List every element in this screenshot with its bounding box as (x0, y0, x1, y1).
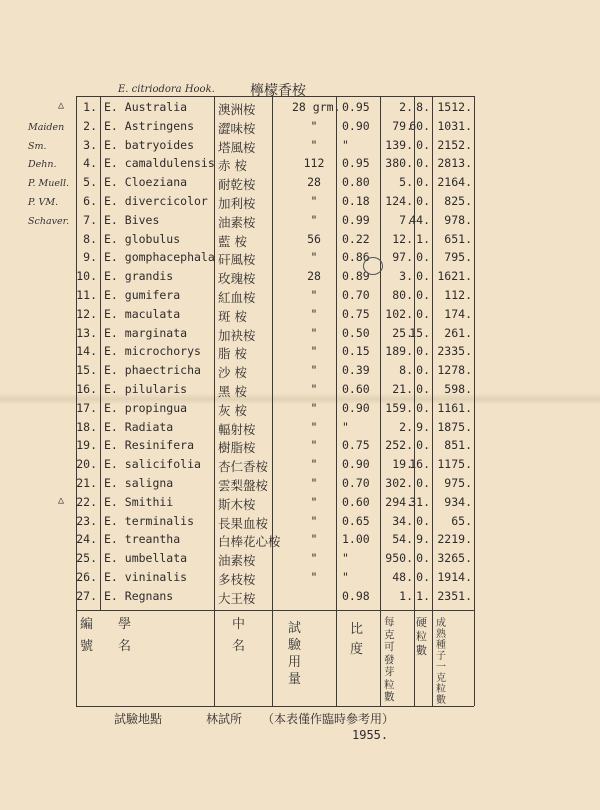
row-germination-count: 252. (385, 438, 413, 453)
row-germination-count: 3. (399, 269, 413, 284)
row-hard-seed-count: 0. (416, 570, 430, 584)
row-latin-name: E. Astringens (104, 118, 195, 133)
row-test-amount: " (310, 306, 318, 321)
row-hard-seed-count: 0. (416, 438, 430, 453)
row-density: 0.75 (342, 438, 370, 453)
row-germination-count: 124. (385, 194, 413, 208)
row-seeds-per-gram: 2164. (437, 175, 472, 190)
row-seeds-per-gram: 851. (444, 438, 472, 453)
row-density: 0.15 (342, 344, 370, 359)
row-author: Schaver. (28, 215, 70, 227)
row-chinese-name: 雲梨盤桉 (218, 478, 269, 493)
row-hard-seed-count: 0. (416, 137, 430, 152)
row-germination-count: 5. (399, 175, 413, 190)
row-density: 0.95 (342, 100, 370, 114)
row-latin-name: E. camaldulensis (104, 156, 215, 171)
row-hard-seed-count: 0. (416, 288, 430, 302)
row-density: 0.99 (342, 212, 370, 227)
row-latin-name: E. batryoides (104, 137, 195, 152)
row-number: 2. (83, 118, 97, 133)
heading-chinese: 檸檬香桉 (250, 83, 306, 99)
row-hard-seed-count: 0. (416, 306, 430, 321)
row-seeds-per-gram: 3265. (437, 551, 472, 566)
row-density: 0.22 (342, 231, 370, 246)
row-number: 20. (76, 457, 97, 472)
row-number: 15. (76, 363, 97, 378)
row-latin-name: E. gomphacephala (104, 250, 215, 265)
row-hard-seed-count: 0. (416, 194, 430, 208)
row-hard-seed-count: 9. (416, 532, 430, 547)
row-seeds-per-gram: 978. (444, 212, 472, 227)
row-chinese-name: 油素桉 (218, 553, 256, 569)
row-latin-name: E. Bives (104, 212, 160, 227)
row-latin-name: E. Resinifera (104, 438, 195, 453)
column-header-chinese: 中名 (232, 617, 246, 654)
row-test-amount: " (310, 118, 318, 133)
row-test-amount: 28 (307, 175, 321, 190)
row-chinese-name: 白棒花心桉 (218, 534, 281, 550)
row-chinese-name: 耐乾桉 (218, 177, 256, 193)
row-number: 21. (76, 476, 97, 490)
row-density: 0.18 (342, 194, 370, 208)
row-latin-name: E. treantha (104, 532, 181, 547)
row-density: 0.60 (342, 382, 370, 396)
row-chinese-name: 藍 桉 (218, 233, 247, 249)
row-hard-seed-count: 0. (416, 269, 430, 284)
column-header-grams: 試驗用量 (288, 621, 302, 687)
row-seeds-per-gram: 934. (444, 494, 472, 509)
row-chinese-name: 杏仁香桉 (218, 459, 269, 475)
row-latin-name: E. globulus (104, 231, 181, 246)
row-germination-count: 159. (385, 400, 413, 415)
institute-name: 林試所 (206, 712, 243, 726)
row-germination-count: 97. (392, 250, 413, 265)
row-test-amount: " (310, 194, 318, 208)
row-number: 16. (76, 382, 97, 396)
row-number: 19. (76, 438, 97, 453)
row-test-amount: 112 (303, 156, 325, 171)
row-seeds-per-gram: 261. (444, 325, 472, 340)
row-density: " (342, 419, 349, 434)
row-seeds-per-gram: 651. (444, 231, 472, 246)
row-test-amount: " (310, 532, 318, 547)
row-number: 23. (76, 513, 97, 528)
row-hard-seed-count: 0. (416, 513, 430, 528)
row-chinese-name: 加袂桉 (218, 327, 256, 343)
row-hard-seed-count: 9. (416, 419, 430, 434)
row-seeds-per-gram: 1031. (437, 118, 472, 133)
row-number: 3. (83, 137, 97, 152)
column-header-latin: 學名 (118, 617, 132, 654)
row-latin-name: E. propingua (104, 400, 188, 415)
row-latin-name: E. divercicolor (104, 194, 208, 208)
row-test-amount: " (310, 551, 318, 566)
row-seeds-per-gram: 975. (444, 476, 472, 490)
row-latin-name: E. saligna (104, 476, 174, 490)
row-seeds-per-gram: 1914. (437, 570, 472, 584)
row-latin-name: E. maculata (104, 306, 181, 321)
row-test-amount: " (310, 419, 318, 434)
row-number: 12. (76, 306, 97, 321)
row-seeds-per-gram: 2152. (437, 137, 472, 152)
row-hard-seed-count: 60. (409, 118, 430, 133)
row-chinese-name: 澀味桉 (218, 120, 256, 136)
row-latin-name: E. pilularis (104, 382, 188, 396)
row-latin-name: E. grandis (104, 269, 174, 284)
row-density: 0.70 (342, 476, 370, 490)
row-latin-name: E. Radiata (104, 419, 174, 434)
row-test-amount: 28 (307, 269, 321, 284)
row-chinese-name: 加利桉 (218, 196, 256, 211)
row-seeds-per-gram: 598. (444, 382, 472, 396)
row-density: 0.60 (342, 494, 370, 509)
row-germination-count: 1. (399, 588, 413, 603)
row-test-amount: " (310, 570, 318, 584)
row-number: 5. (83, 175, 97, 190)
row-density: 0.98 (342, 588, 370, 603)
column-header-no: 編號 (80, 617, 94, 654)
row-test-amount: " (310, 438, 318, 453)
row-seeds-per-gram: 2335. (437, 344, 472, 359)
row-number: 26. (76, 570, 97, 584)
row-germination-count: 950. (385, 551, 413, 566)
row-test-amount: " (310, 250, 318, 265)
row-density: 0.50 (342, 325, 370, 340)
row-germination-count: 302. (385, 476, 413, 490)
row-mark: △ (58, 100, 65, 111)
row-test-amount: " (310, 288, 318, 302)
row-chinese-name: 多枝桉 (218, 572, 256, 587)
row-latin-name: E. microchorys (104, 344, 201, 359)
column-header-c3: 成熟種子一克粒數 (436, 618, 446, 706)
row-chinese-name: 黑 桉 (218, 384, 247, 399)
row-germination-count: 54. (392, 532, 413, 547)
row-number: 6. (83, 194, 97, 208)
row-seeds-per-gram: 795. (444, 250, 472, 265)
row-seeds-per-gram: 1875. (437, 419, 472, 434)
row-seeds-per-gram: 1621. (437, 269, 472, 284)
row-number: 8. (83, 231, 97, 246)
row-density: 0.90 (342, 118, 370, 133)
row-test-amount: 28 grm. (292, 100, 341, 114)
row-number: 17. (76, 400, 97, 415)
row-hard-seed-count: 0. (416, 400, 430, 415)
row-hard-seed-count: 0. (416, 551, 430, 566)
row-author: Sm. (28, 140, 47, 152)
row-seeds-per-gram: 2219. (437, 532, 472, 547)
row-number: 22. (76, 494, 97, 509)
row-germination-count: 294. (385, 494, 413, 509)
row-germination-count: 2. (399, 419, 413, 434)
row-test-amount: " (310, 363, 318, 378)
row-germination-count: 19. (392, 457, 413, 472)
row-seeds-per-gram: 112. (444, 288, 472, 302)
row-density: 0.95 (342, 156, 370, 171)
row-germination-count: 7. (399, 212, 413, 227)
column-header-c2: 硬粒數 (416, 616, 427, 657)
row-chinese-name: 赤 桉 (218, 158, 247, 174)
row-chinese-name: 矸風桉 (218, 252, 256, 268)
row-germination-count: 21. (392, 382, 413, 396)
row-chinese-name: 長果血桉 (218, 515, 269, 531)
row-density: " (342, 551, 349, 566)
heading-latin: E. citriodora Hook. (118, 84, 215, 95)
column-header-c1: 每克可發芽粒數 (384, 616, 395, 703)
row-test-amount: " (310, 137, 318, 152)
row-seeds-per-gram: 1278. (437, 363, 472, 378)
row-chinese-name: 斑 桉 (218, 308, 247, 324)
row-chinese-name: 澳洲桉 (218, 102, 256, 117)
row-latin-name: E. terminalis (104, 513, 195, 528)
row-latin-name: E. Cloeziana (104, 175, 188, 190)
row-number: 4. (83, 156, 97, 171)
row-latin-name: E. gumifera (104, 288, 181, 302)
row-density: 0.90 (342, 457, 370, 472)
row-number: 25. (76, 551, 97, 566)
row-germination-count: 2. (399, 100, 413, 114)
column-header-density: 比度 (350, 622, 364, 657)
row-chinese-name: 輻射桉 (218, 421, 256, 437)
row-hard-seed-count: 0. (416, 250, 430, 265)
row-chinese-name: 大王桉 (218, 590, 256, 606)
row-germination-count: 34. (392, 513, 413, 528)
row-hard-seed-count: 0. (416, 175, 430, 190)
row-density: " (342, 570, 349, 584)
reference-note: （本表僅作臨時參考用） (262, 712, 395, 726)
row-author: P. Muell. (28, 178, 70, 190)
row-test-amount: " (310, 325, 318, 340)
row-density: 0.75 (342, 306, 370, 321)
row-latin-name: E. phaectricha (104, 363, 201, 378)
row-number: 24. (76, 532, 97, 547)
row-hard-seed-count: 1. (416, 231, 430, 246)
test-location-label: 試驗地點 (114, 712, 163, 726)
row-hard-seed-count: 0. (416, 476, 430, 490)
row-latin-name: E. marginata (104, 325, 188, 340)
row-seeds-per-gram: 2351. (437, 588, 472, 603)
row-author: P. VM. (28, 197, 59, 208)
row-hard-seed-count: 31. (409, 494, 430, 509)
row-seeds-per-gram: 174. (444, 306, 472, 321)
row-chinese-name: 斯木桉 (218, 496, 256, 512)
row-chinese-name: 脂 桉 (218, 346, 247, 362)
row-seeds-per-gram: 1161. (437, 400, 472, 415)
row-test-amount: " (310, 476, 318, 490)
row-chinese-name: 玫瑰桉 (218, 271, 256, 287)
row-latin-name: E. Smithii (104, 494, 174, 509)
row-germination-count: 12. (392, 231, 413, 246)
row-germination-count: 80. (392, 288, 413, 302)
row-hard-seed-count: 44. (409, 212, 430, 227)
row-germination-count: 139. (385, 137, 413, 152)
row-hard-seed-count: 16. (409, 457, 430, 472)
row-test-amount: " (310, 400, 318, 415)
row-hard-seed-count: 0. (416, 156, 430, 171)
row-latin-name: E. Regnans (104, 588, 174, 603)
row-chinese-name: 紅血桉 (218, 290, 256, 305)
row-hard-seed-count: 15. (409, 325, 430, 340)
row-germination-count: 102. (385, 306, 413, 321)
row-chinese-name: 塔風桉 (218, 139, 256, 155)
row-test-amount: " (310, 382, 318, 396)
row-density: 0.70 (342, 288, 370, 302)
row-density: " (342, 137, 349, 152)
row-germination-count: 8. (399, 363, 413, 378)
row-hard-seed-count: 0. (416, 344, 430, 359)
circled-density-mark (363, 257, 383, 275)
row-number: 14. (76, 344, 97, 359)
row-mark: △ (58, 494, 65, 506)
row-density: 0.39 (342, 363, 370, 378)
row-author: Dehn. (28, 159, 57, 171)
row-density: 0.65 (342, 513, 370, 528)
row-chinese-name: 油素桉 (218, 214, 256, 230)
row-latin-name: E. salicifolia (104, 457, 201, 472)
row-germination-count: 189. (385, 344, 413, 359)
row-latin-name: E. Australia (104, 100, 188, 114)
row-density: 0.90 (342, 400, 370, 415)
row-number: 1. (83, 100, 97, 114)
row-chinese-name: 沙 桉 (218, 365, 247, 381)
row-number: 10. (76, 269, 97, 284)
row-germination-count: 79. (392, 118, 413, 133)
row-test-amount: " (310, 212, 318, 227)
row-seeds-per-gram: 825. (444, 194, 472, 208)
row-test-amount: 56 (307, 231, 321, 246)
row-density: 0.89 (342, 269, 370, 284)
row-hard-seed-count: 0. (416, 382, 430, 396)
row-latin-name: E. vininalis (104, 570, 188, 584)
row-number: 9. (83, 250, 97, 265)
row-seeds-per-gram: 1175. (437, 457, 472, 472)
row-latin-name: E. umbellata (104, 551, 188, 566)
row-hard-seed-count: 1. (416, 588, 430, 603)
row-chinese-name: 樹脂桉 (218, 440, 256, 456)
row-number: 13. (76, 325, 97, 340)
row-density: 0.80 (342, 175, 370, 190)
row-seeds-per-gram: 1512. (437, 100, 472, 114)
row-test-amount: " (310, 344, 318, 359)
row-seeds-per-gram: 65. (451, 513, 472, 528)
row-hard-seed-count: 8. (416, 100, 430, 114)
row-germination-count: 25. (392, 325, 413, 340)
row-test-amount: " (310, 457, 318, 472)
row-density: 0.86 (342, 250, 370, 265)
row-germination-count: 48. (392, 570, 413, 584)
row-seeds-per-gram: 2813. (437, 156, 472, 171)
row-number: 7. (83, 212, 97, 227)
row-germination-count: 380. (385, 156, 413, 171)
row-number: 11. (76, 288, 97, 302)
row-author: Maiden (28, 121, 65, 133)
row-number: 18. (76, 419, 97, 434)
row-chinese-name: 灰 桉 (218, 402, 247, 418)
row-number: 27. (76, 588, 97, 603)
year: 1955. (352, 728, 389, 742)
row-test-amount: " (310, 494, 318, 509)
row-density: 1.00 (342, 532, 370, 547)
row-test-amount: " (310, 513, 318, 528)
row-hard-seed-count: 0. (416, 363, 430, 378)
